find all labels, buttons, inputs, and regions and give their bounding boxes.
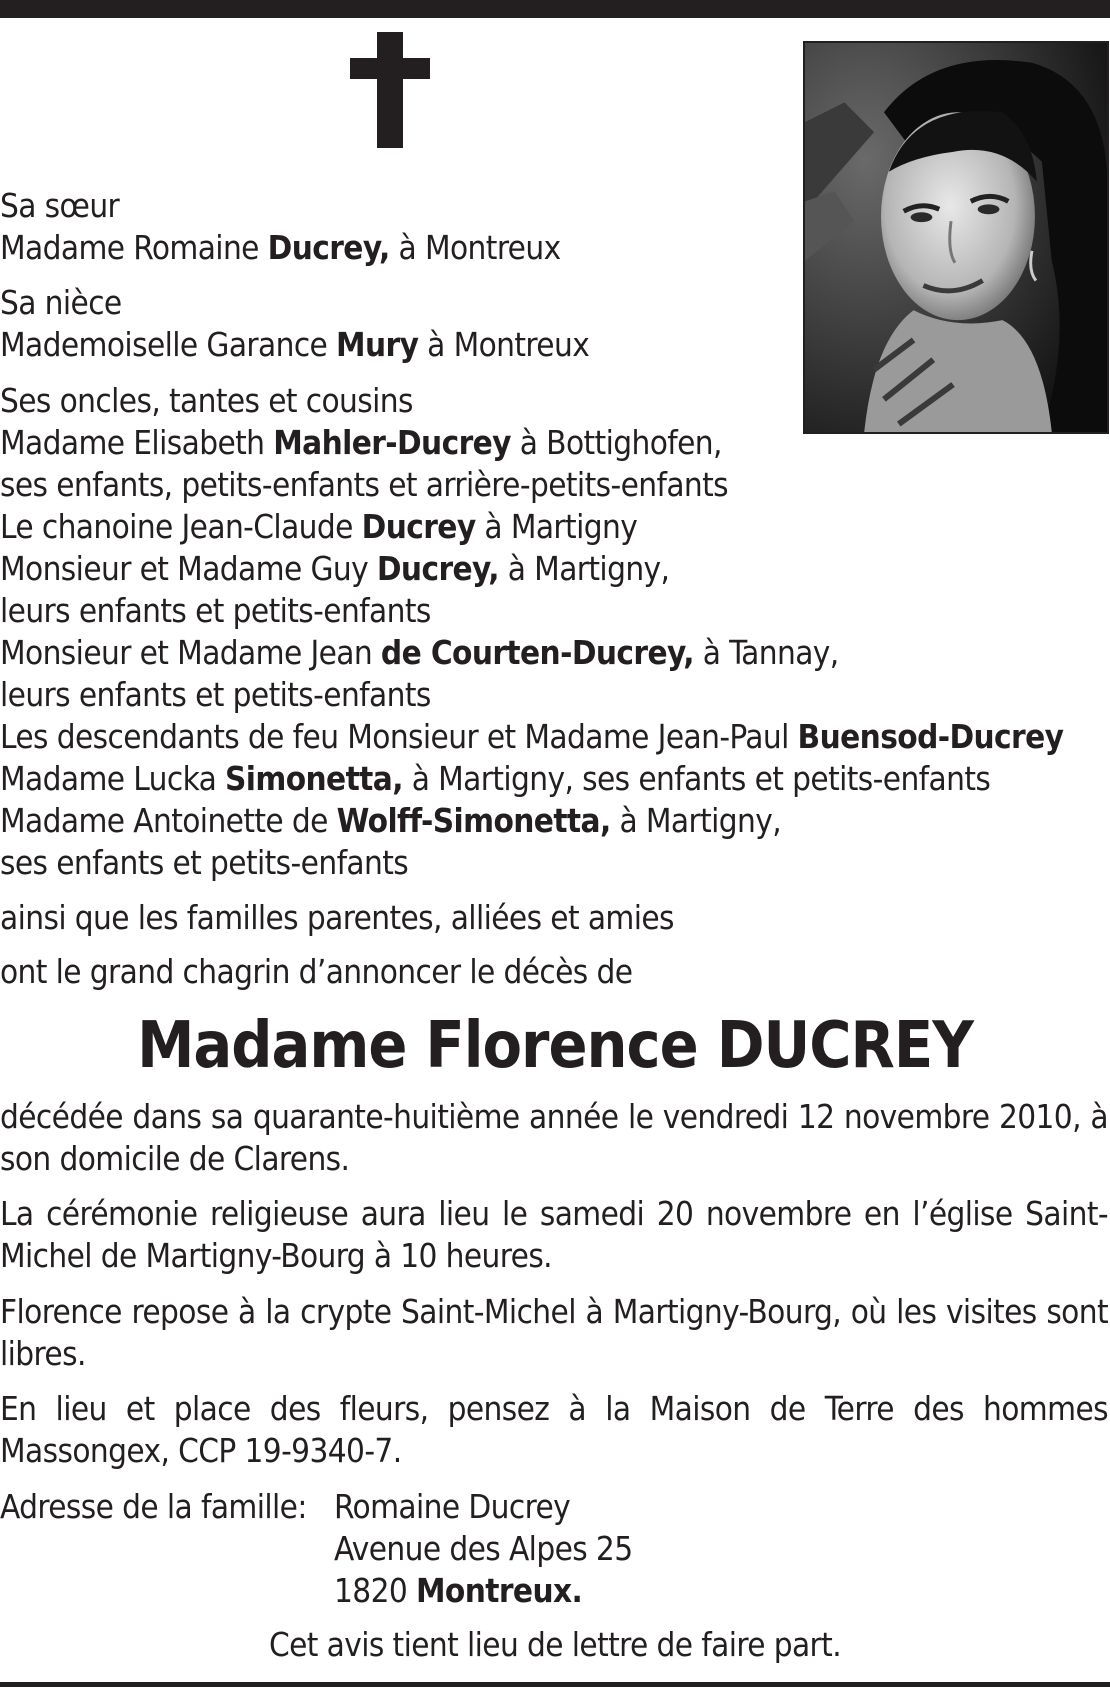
allied-families: ainsi que les familles parentes, alliées et amies [0, 898, 674, 937]
relative-line: ses enfants et petits-enfants [0, 843, 409, 882]
relative-line: Monsieur et Madame Jean de Courten-Ducrey, à Tannay, [0, 633, 839, 672]
cross-icon [350, 32, 430, 148]
relative-line: Monsieur et Madame Guy Ducrey, à Martigny, [0, 549, 670, 588]
relative-line: Madame Antoinette de Wolff-Simonetta, à Martigny, [0, 801, 782, 840]
address-line-3: 1820 Montreux. [334, 1571, 583, 1610]
closing-note: Cet avis tient lieu de lettre de faire part. [268, 1625, 842, 1664]
relative-line: Le chanoine Jean-Claude Ducrey à Martigny [0, 507, 638, 546]
relative-line: ses enfants, petits-enfants et arrière-petits-enfants [0, 465, 729, 504]
sister-line: Madame Romaine Ducrey, à Montreux [0, 228, 561, 267]
announcement: ont le grand chagrin d’annoncer le décès de [0, 952, 633, 991]
deceased-name: Madame Florence DUCREY [137, 1009, 973, 1083]
niece-line: Mademoiselle Garance Mury à Montreux [0, 325, 590, 364]
ceremony-paragraph: La cérémonie religieuse aura lieu le samedi 20 novembre en l’église Saint-Michel de Martigny-Bourg à 10 heures. [0, 1194, 1108, 1275]
relative-line: leurs enfants et petits-enfants [0, 591, 431, 630]
address-label: Adresse de la famille: [0, 1487, 307, 1526]
relative-line: Madame Elisabeth Mahler-Ducrey à Bottighofen, [0, 423, 722, 462]
relative-line: Madame Lucka Simonetta, à Martigny, ses enfants et petits-enfants [0, 759, 991, 798]
relative-line: leurs enfants et petits-enfants [0, 675, 431, 714]
niece-heading: Sa nièce [0, 283, 122, 322]
portrait-photo [803, 41, 1109, 434]
rest-paragraph: Florence repose à la crypte Saint-Michel à Martigny-Bourg, où les visites sont libres. [0, 1292, 1108, 1373]
bottom-rule [0, 1682, 1110, 1687]
sister-heading: Sa sœur [0, 186, 120, 225]
donation-paragraph: En lieu et place des fleurs, pensez à la Maison de Terre des hommes Massongex, CCP 19-9340-7. [0, 1389, 1108, 1470]
death-paragraph: décédée dans sa quarante-huitième année le vendredi 12 novembre 2010, à son domicile de Clarens. [0, 1097, 1108, 1178]
address-line-1: Romaine Ducrey [334, 1487, 571, 1526]
relatives-heading: Ses oncles, tantes et cousins [0, 381, 413, 420]
relative-line: Les descendants de feu Monsieur et Madame Jean-Paul Buensod-Ducrey [0, 717, 1064, 756]
address-line-2: Avenue des Alpes 25 [334, 1529, 633, 1568]
top-rule [0, 0, 1110, 18]
